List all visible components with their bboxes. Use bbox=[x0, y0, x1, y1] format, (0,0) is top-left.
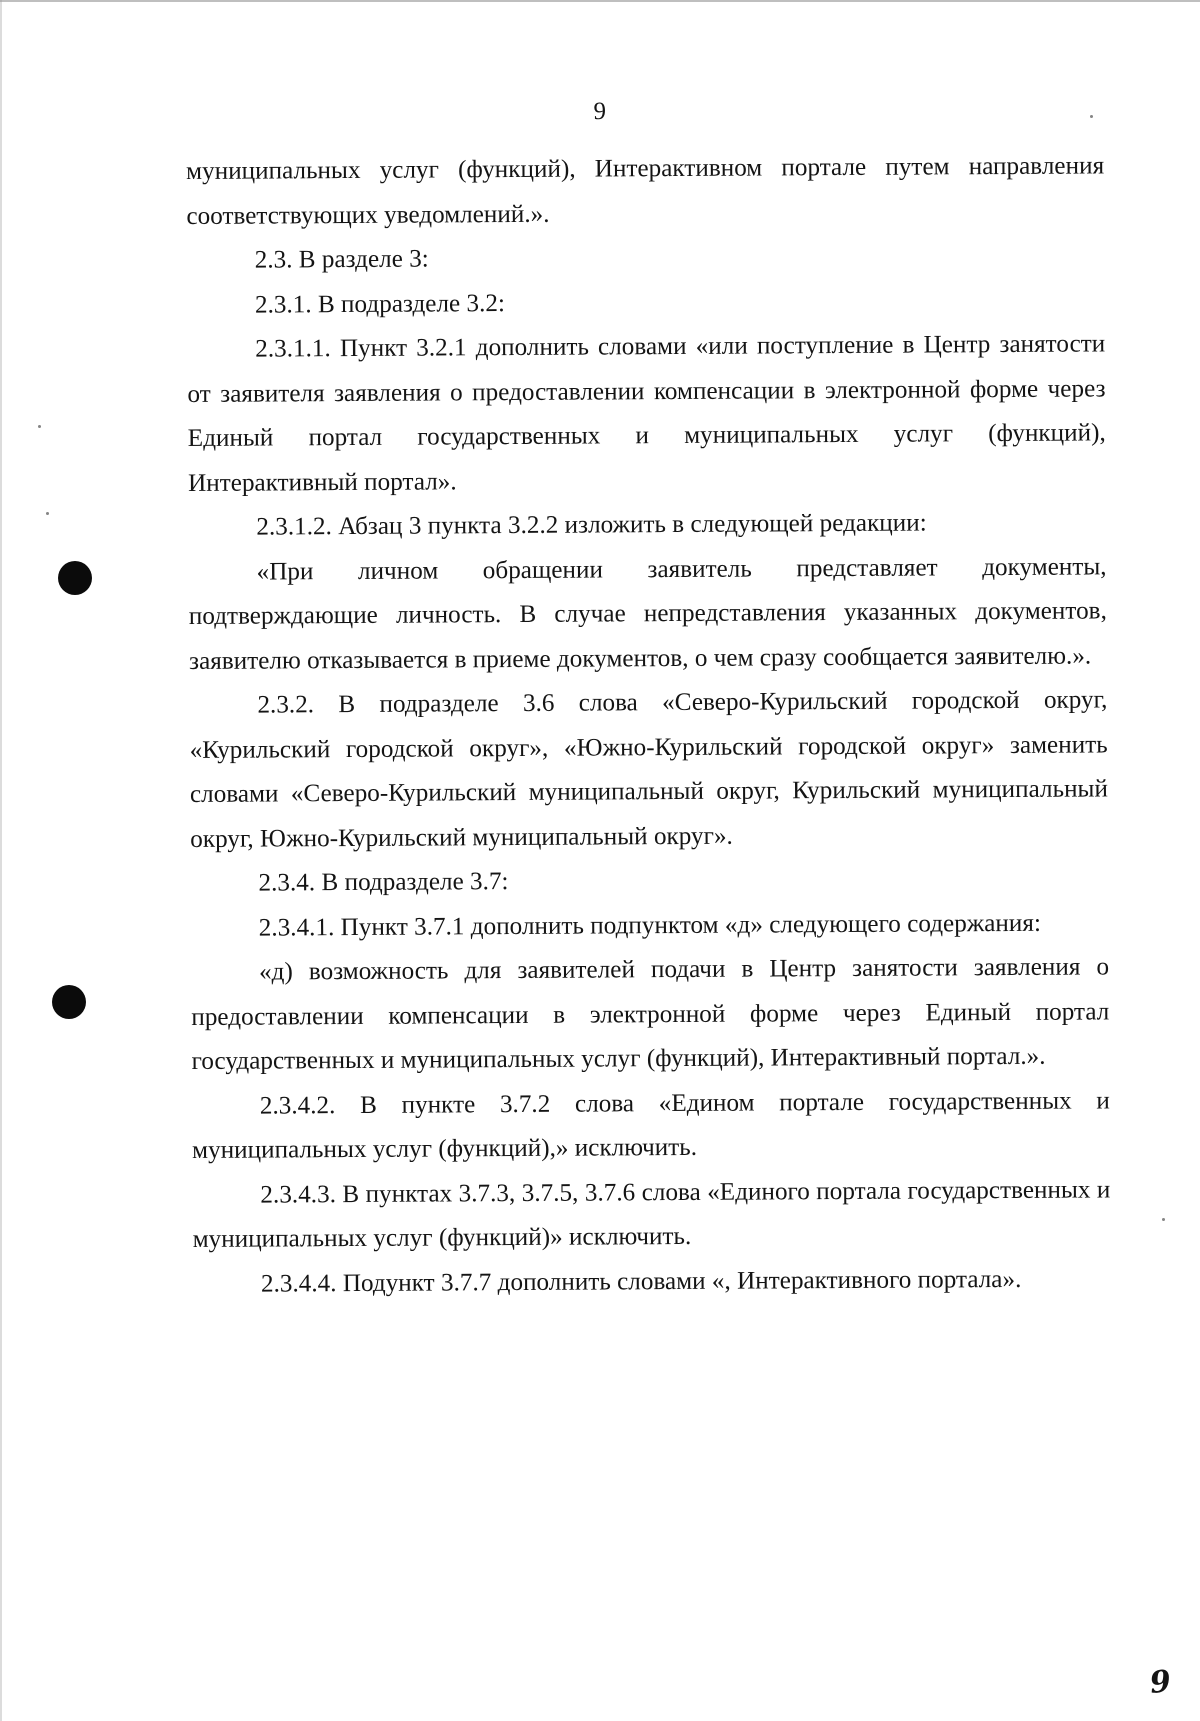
punch-hole bbox=[58, 561, 92, 595]
scan-speck bbox=[38, 425, 41, 428]
paragraph: 2.3.1.2. Абзац 3 пункта 3.2.2 изложить в следующей редакции: bbox=[256, 509, 927, 541]
scan-speck bbox=[1090, 115, 1093, 118]
page-number: 9 bbox=[593, 98, 607, 125]
paragraph: 2.3.4. В подразделе 3.7: bbox=[258, 868, 509, 897]
paragraph: «д) возможность для заявителей подачи в Центр занятости заявления о предоставлении компенсации в электронной форме через Единый портал государственных и муниципальных услуг (функций), Интерактивный портал.». bbox=[191, 953, 1110, 1075]
document-body bbox=[186, 144, 1111, 1307]
paragraph: 2.3.4.4. Подункт 3.7.7 дополнить словами «, Интерактивного портала». bbox=[260, 1265, 1022, 1298]
scan-left-edge bbox=[0, 0, 2, 1721]
scan-top-edge bbox=[0, 0, 1200, 2]
scan-speck bbox=[46, 512, 49, 515]
scan-speck bbox=[1162, 1218, 1165, 1221]
paragraph: 2.3. В разделе 3: bbox=[254, 245, 429, 274]
handwritten-page-number: 9 bbox=[1148, 1664, 1173, 1701]
paragraph: 2.3.4.1. Пункт 3.7.1 дополнить подпунктом «д» следующего содержания: bbox=[258, 909, 1041, 942]
paragraph: 2.3.1. В подразделе 3.2: bbox=[254, 289, 506, 319]
punch-hole bbox=[52, 985, 86, 1019]
paragraph: 2.3.4.3. В пунктах 3.7.3, 3.7.5, 3.7.6 слова «Единого портала государственных и муниципальных услуг (функций)» исключить. bbox=[192, 1175, 1111, 1253]
paragraph: 2.3.4.2. В пункте 3.7.2 слова «Едином портале государственных и муниципальных услуг (функций),» исключить. bbox=[192, 1086, 1110, 1164]
paragraph: муниципальных услуг (функций), Интерактивном портале путем направления соответствующих уведомлений.». bbox=[186, 152, 1105, 230]
paragraph: «При личном обращении заявитель представляет документы, подтверждающие личность. В случае непредставления указанных документов, заявителю отказывается в приеме документов, о чем сразу сообщается заявителю.». bbox=[188, 552, 1107, 675]
paragraph: 2.3.2. В подразделе 3.6 слова «Северо-Курильский городской округ, «Курильский городской округ», «Южно-Курильский городской округ» заменить словами «Северо-Курильский муниципальный округ, Курильский муниципальный округ, Южно-Курильский муниципальный округ». bbox=[189, 686, 1109, 853]
paragraph: 2.3.1.1. Пункт 3.2.1 дополнить словами «или поступление в Центр занятости от заявителя заявления о предоставлении компенсации в электронной форме через Единый портал государственных и муниципальных услуг (функций), Интерактивный портал». bbox=[187, 330, 1106, 497]
